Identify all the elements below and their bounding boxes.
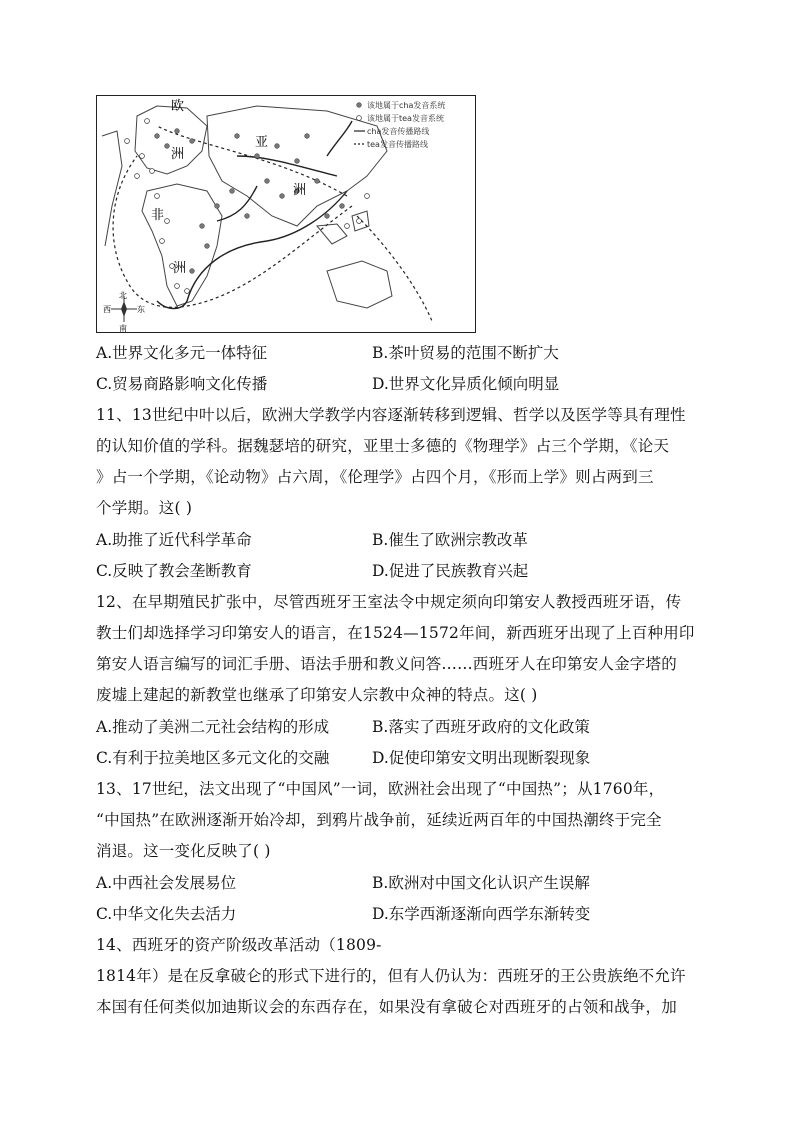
q12-line: 教士们却选择学习印第安人的语言，在1524—1572年间，新西班牙出现了上百种用印 [96,624,695,642]
q12-line: 12、在早期殖民扩张中，尽管西班牙王室法令中规定须向印第安人教授西班牙语，传 [96,593,682,611]
q13-stem [96,774,696,867]
cha-route [327,121,352,156]
label-africa-2: 洲 [173,261,187,276]
q10-option-a[interactable]: A.世界文化多元一体特征 [96,344,268,362]
q11-option-a[interactable]: A.助推了近代科学革命 [96,531,252,549]
q11-line: 的认知价值的学科。据魏瑟培的研究，亚里士多德的《物理学》占三个学期，《论天 [96,437,670,455]
label-europe-1: 欧 [171,99,185,114]
q11-line: 》占一个学期，《论动物》占六周，《伦理学》占四个月，《形而上学》则占两到三 [96,468,654,486]
q14-line: 14、西班牙的资产阶级改革活动（1809- [96,936,382,954]
legend-tea-route: tea发音传播路线 [367,140,428,149]
q11-line: 11、13世纪中叶以后，欧洲大学教学内容逐渐转移到逻辑、哲学以及医学等具有理性 [96,406,686,424]
q10-option-c[interactable]: C.贸易商路影响文化传播 [96,375,268,393]
q11-stem [96,400,696,524]
q12-stem [96,587,696,711]
label-asia-2: 洲 [293,183,307,198]
q10-option-b[interactable]: B.茶叶贸易的范围不断扩大 [372,344,559,362]
legend-cha-area: 该地属于cha发音系统 [367,101,446,110]
q14-line: 1814年）是在反拿破仑的形式下进行的，但有人仍认为：西班牙的王公贵族绝不允许 [96,967,686,985]
q12-option-a[interactable]: A.推动了美洲二元社会结构的形成 [96,718,330,736]
q13-line: 13、17世纪，法文出现了“中国风”一词，欧洲社会出现了“中国热”；从1760年， [96,780,665,798]
map-drawing [97,96,476,333]
q13-line: “中国热”在欧洲逐渐开始冷却，到鸦片战争前，延续近两百年的中国热潮终于完全 [96,811,662,829]
compass-north: 北 [119,291,127,300]
island-outline [317,224,347,244]
legend-cha-route: cha发音传播路线 [367,127,430,136]
label-africa-1: 非 [151,208,165,223]
australia-outline [327,261,392,308]
legend-cha-dot-icon [357,103,362,108]
q13-option-d[interactable]: D.东学西渐逐渐向西学东渐转变 [372,905,591,923]
q13-option-a[interactable]: A.中西社会发展易位 [96,874,237,892]
compass-east: 东 [137,305,145,314]
tea-route [357,216,432,321]
tea-pronunciation-map [96,95,476,333]
africa-outline [142,184,222,306]
q14-line: 本国有任何类似加迪斯议会的东西存在，如果没有拿破仑对西班牙的占领和战争，加 [96,998,677,1016]
q11-line: 个学期。这( ) [96,499,193,517]
compass-south: 南 [119,324,127,333]
q11-option-d[interactable]: D.促进了民族教育兴起 [372,562,529,580]
q11-option-c[interactable]: C.反映了教会垄断教育 [96,562,252,580]
europe-outline [135,106,207,174]
legend-tea-dot-icon [357,116,362,121]
q12-line: 第安人语言编写的词汇手册、语法手册和教义问答……西班牙人在印第安人金字塔的 [96,655,677,673]
compass-west: 西 [103,305,111,314]
q13-option-b[interactable]: B.欧洲对中国文化认识产生误解 [372,874,590,892]
label-asia-1: 亚 [255,135,269,150]
q13-option-c[interactable]: C.中华文化失去活力 [96,905,237,923]
cha-route [237,156,337,176]
q12-line: 废墟上建起的新教堂也继承了印第安人宗教中众神的特点。这( ) [96,686,538,704]
map-legend [354,100,445,149]
q12-option-d[interactable]: D.促使印第安文明出现断裂现象 [372,749,591,767]
q12-option-c[interactable]: C.有利于拉美地区多元文化的交融 [96,749,330,767]
cha-route [217,186,257,221]
q13-line: 消退。这一变化反映了( ) [96,842,271,860]
label-europe-2: 洲 [171,147,185,162]
q14-stem [96,930,696,1023]
q11-option-b[interactable]: B.催生了欧洲宗教改革 [372,531,528,549]
legend-tea-area: 该地属于tea发音系统 [367,114,444,123]
q10-option-d[interactable]: D.世界文化异质化倾向明显 [372,375,560,393]
q12-option-b[interactable]: B.落实了西班牙政府的文化政策 [372,718,590,736]
